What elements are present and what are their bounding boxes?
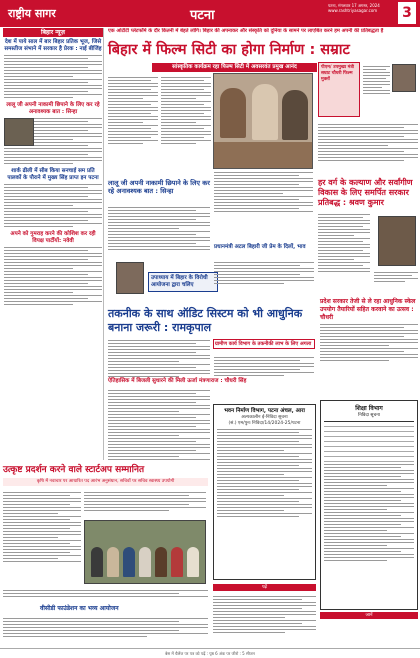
highlight-text: पीएम/ उपमुख्य मंत्री सम्राट चौधरी फिल्म मुक्तों [321,65,354,82]
notice-title: शिक्षा विभाग [355,405,383,412]
read-more-button[interactable]: जानें [320,612,418,619]
left-column [3,28,104,460]
main-story-column-2 [161,75,211,146]
left-story-2[interactable] [3,100,103,164]
story-body-shravan-2 [374,270,418,284]
story-body-lalu [108,205,210,252]
story-body-gramin [214,355,314,378]
left-story-1[interactable] [3,37,103,98]
section-tag: बिहार न्यूज़ [3,28,103,37]
page-number: 3 [398,2,416,24]
story-headline-gramin[interactable]: ग्रामीण कार्य विभाग के तकनीकी लाभ के लिए अगला [213,339,315,349]
story-body-atal [214,260,314,286]
portrait-photo [392,64,416,92]
notice-subtitle: अल्पकालीन ई-निविदा सूचना [241,415,288,420]
story-headline-startup[interactable]: उत्कृष्ट प्रदर्शन करने वाले स्टार्टअप सम्मानित [3,465,145,475]
right-story-body [318,122,418,163]
story-body-chaudhary [320,322,418,363]
story-body-bijli [108,388,210,462]
bottom-right-text [213,594,316,635]
story-body-startup-3 [3,588,208,599]
notice-title: भवन निर्माण विभाग, पटना अंचल, आरा [224,408,305,414]
story-headline-upadhyay[interactable]: उपाध्याय में बिहार के विरोधी आयोजना द्वारा चलिए [148,272,218,292]
left-story-headline: लालू जी अपनी नाकामी छिपाने के लिए कर रहे अनावश्यक बात : सिन्हा [6,102,100,115]
portrait-photo [116,262,144,294]
tender-notice-education[interactable] [320,400,418,610]
story-headline-chaudhary[interactable]: प्रदेश सरकार तेजी से ले रहा आधुनिक स्केल उपयोग तैयारियों सहित करवाने का उत्सव : चौधरी [320,298,416,321]
notice-reference: (सं.) एम/पुनः निविदा/14/2024-25/पटना [228,421,301,426]
main-headline[interactable]: बिहार में फिल्म सिटी का होगा निर्माण : सम्राट [108,42,350,58]
left-story-4[interactable] [3,229,103,305]
left-story-3[interactable] [3,166,103,227]
date-line: पटना, मंगलवार 17 अगस्त, 2024 [328,3,380,8]
top-strap: एक ओटीटी प्लेटफॉर्म के दौर कितनी में बेहते लोगि। बिहार की अपनाकर और संस्कृति को दुनिया के सामने पर लाएबित करने हम अपनी की प्रतिबद्धता है [108,28,384,34]
story-headline-lalu[interactable]: लालू जी अपनी नाकामी छिपाने के लिए कर रहे अनावश्यक बात : सिन्हा [108,179,210,195]
photo-column-text [214,170,313,230]
highlight-box [318,62,360,117]
page-footer: बेस में चैलेंज पर पत्र को पढ़ें : पृष्ठ 6 अंक पर जीरो : 5 सीजन [0,648,420,658]
portrait-photo [378,216,416,266]
portrait-photo [4,118,34,146]
story-body-startup-2 [84,490,206,513]
group-photo [84,520,206,584]
story-body [4,55,102,98]
read-more-button[interactable]: पढ़ें [213,584,316,591]
left-story-headline: अपने को गुमराह करने की कोशिश कर रही विपक्ष पार्टीयों: नवेवी [10,231,96,244]
story-body-shravan [318,212,370,274]
masthead [0,0,420,27]
tender-notice-building[interactable] [213,404,316,580]
left-story-headline: शार्क ढीली में सीब किया सनचाई सम प्रति पालकों के पौराने में मुख्य सिंह प्राप्त इन पटना [7,168,99,181]
notice-body [324,464,414,561]
notice-subtitle: निविदा सूचना [358,413,380,418]
edition-city: पटना [190,8,215,23]
right-top-text [363,64,390,96]
story-headline-foundation[interactable]: वीसीडी फाउंडेशन का भव्य आयोजन [40,605,119,612]
story-body-ramkripal [108,338,210,379]
notice-body [217,429,312,517]
story-headline-ramkripal[interactable]: तकनीक के साथ ऑडिट सिस्टम को भी आधुनिक बनाना जरूरी : रामकृपाल [108,307,303,334]
story-body [4,184,102,227]
story-body-startup [3,490,81,564]
story-headline-bijli[interactable]: ऐतिहासिक में बिजली सुधारने की मिली ऊर्जा मंत्रणाराज : चौधरी सिंह [108,378,247,384]
main-story-column-1 [108,75,158,146]
event-photo [213,73,313,169]
paper-name: राष्ट्रीय सागर [8,7,56,20]
website-link[interactable]: www.rashtriyasagar.com [328,8,378,13]
story-body [4,247,102,305]
left-story-headline: देश में पाये साल में बार बिहार प्रतिक भूज, जिसे समस्तीज संभाने में सरकार है प्रेरक : नाई बीजिंह [4,39,102,52]
main-subhead: सांस्कृतिक कार्यक्रम रहा फिल्म सिटी में अवसरवंत प्रमुख आनंद [152,63,317,72]
story-subhead-startup: कृषि में नवाचार पर आधारित पद आरंभ अनुसंधान, सचिवों पर सचिव स्वास्थ्य उपयोगी [3,478,208,486]
story-headline-atal[interactable]: प्रधानमंत्री अटल बिहारी जी प्रेम के दिलों, भाव [214,244,306,250]
notice-table [324,421,414,462]
story-body-foundation [3,616,208,639]
masthead-meta [328,3,390,13]
story-headline-shravan[interactable]: हर वर्ग के कल्याण और सर्वांगीण विकास के लिए समर्पित सरकार प्रतिबद्ध : श्रवण कुमार [318,178,413,207]
